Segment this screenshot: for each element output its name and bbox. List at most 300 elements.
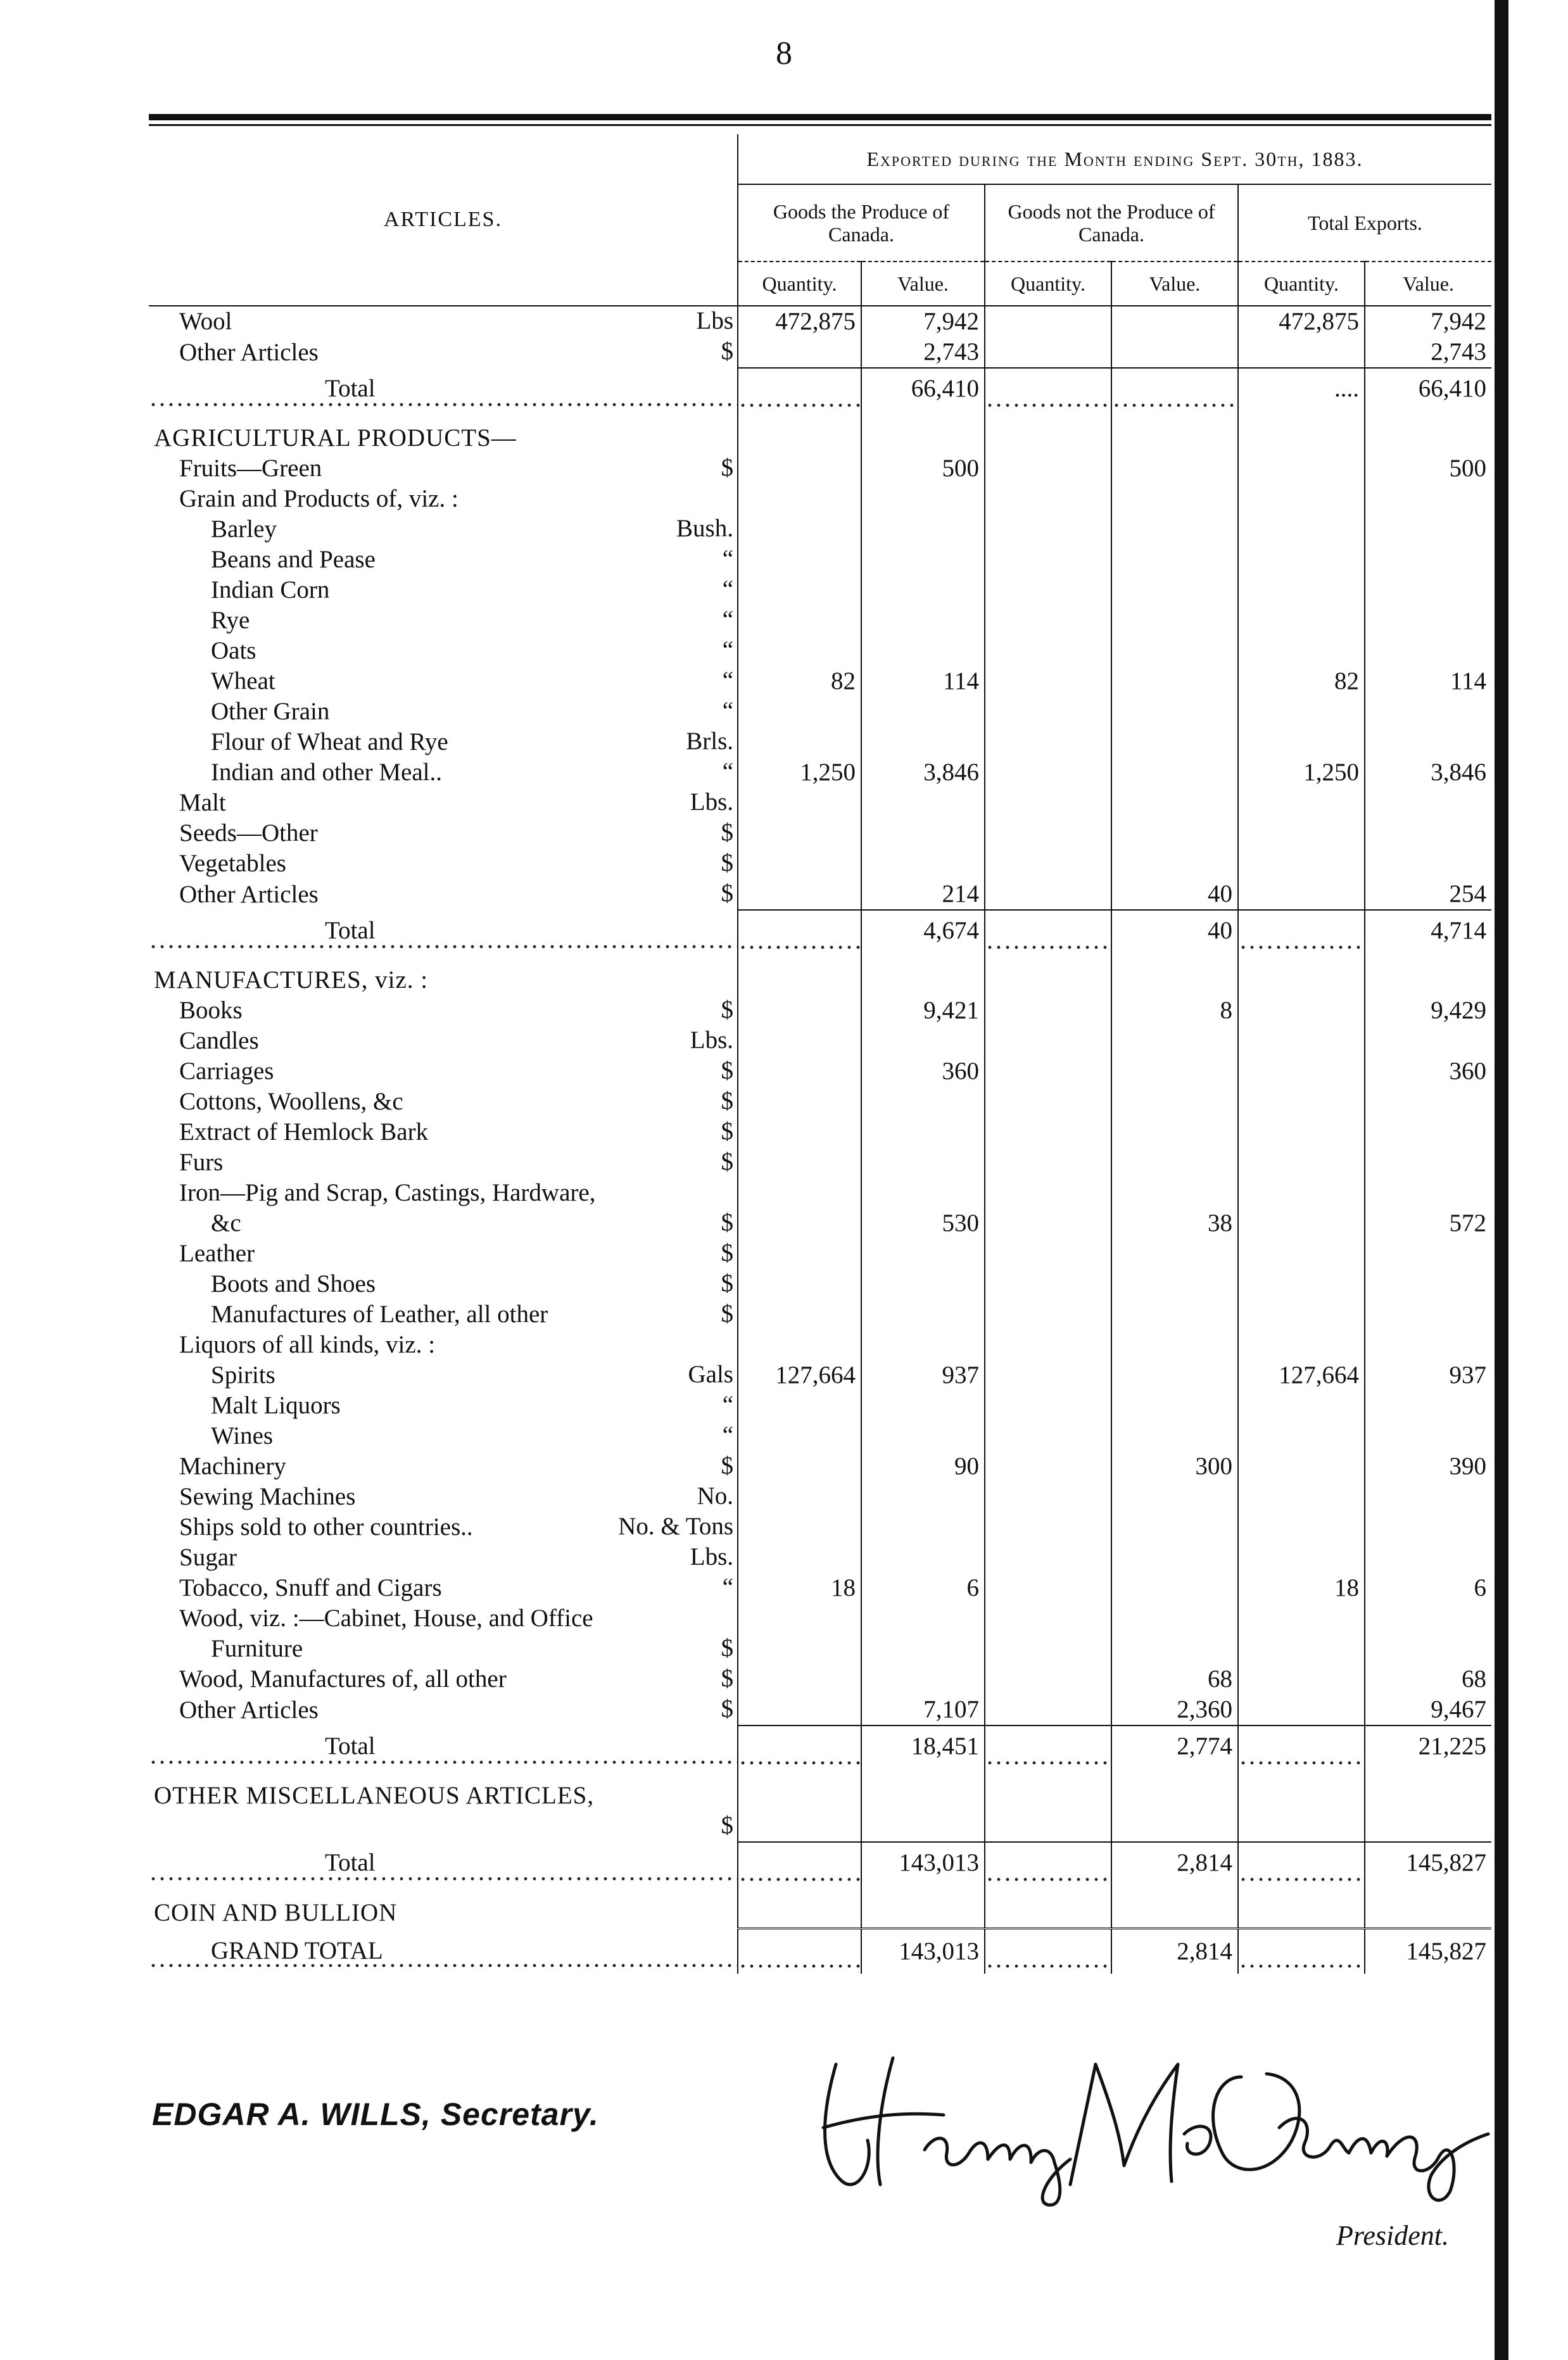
article-name: Total: [325, 917, 379, 944]
total-value-cell: 6: [1365, 1573, 1491, 1603]
article-label-cell: [149, 1726, 738, 1767]
nonproduce-quantity-cell: [985, 727, 1111, 757]
produce-value-cell: [861, 636, 985, 666]
produce-value-cell: [861, 514, 985, 545]
total-quantity-cell: 472,875: [1238, 306, 1365, 337]
article-name: Candles: [179, 1027, 263, 1054]
nonproduce-quantity-cell: [985, 1929, 1111, 1974]
article-name: Indian and other Meal..: [211, 759, 446, 786]
total-quantity-cell: [1238, 1634, 1365, 1664]
article-label-cell: [149, 484, 738, 514]
article-name: OTHER MISCELLANEOUS ARTICLES,: [154, 1782, 598, 1809]
group-header-produce: Goods the Produce of Canada.: [738, 184, 985, 262]
table-row: [149, 1208, 1491, 1239]
total-value-cell: [1365, 1239, 1491, 1269]
article-label-cell: [149, 1929, 738, 1974]
produce-quantity-cell: [738, 1634, 861, 1664]
article-label-cell: [149, 879, 738, 910]
produce-quantity-cell: [738, 1726, 861, 1767]
nonproduce-quantity-cell: [985, 995, 1111, 1026]
total-value-cell: [1365, 1117, 1491, 1147]
unit-label: “: [719, 545, 733, 574]
unit-label: $: [718, 1117, 734, 1146]
produce-quantity-cell: [738, 1330, 861, 1360]
total-value-cell: [1365, 545, 1491, 575]
produce-value-cell: [861, 849, 985, 879]
total-value-cell: [1365, 849, 1491, 879]
produce-quantity-cell: [738, 1543, 861, 1573]
unit-label: Lbs.: [686, 1543, 733, 1572]
article-label-cell: [149, 1573, 738, 1603]
produce-value-cell: 500: [861, 453, 985, 484]
article-label-cell: [149, 995, 738, 1026]
produce-quantity-cell: [738, 337, 861, 368]
total-value-cell: [1365, 1811, 1491, 1842]
article-label-cell: [149, 605, 738, 636]
unit-label: $: [718, 1694, 734, 1724]
produce-quantity-cell: [738, 1391, 861, 1421]
table-row: [149, 453, 1491, 484]
article-name: Cottons, Woollens, &c: [179, 1088, 407, 1115]
nonproduce-value-cell: 2,814: [1111, 1842, 1238, 1883]
produce-value-cell: [861, 1482, 985, 1512]
nonproduce-quantity-cell: [985, 1451, 1111, 1482]
total-quantity-cell: [1238, 1781, 1365, 1811]
total-value-cell: [1365, 1391, 1491, 1421]
nonproduce-value-cell: [1111, 1634, 1238, 1664]
article-label-cell: [149, 1842, 738, 1883]
produce-quantity-cell: [738, 453, 861, 484]
produce-quantity-cell: [738, 1117, 861, 1147]
produce-value-cell: 214: [861, 879, 985, 910]
nonproduce-value-cell: [1111, 1178, 1238, 1208]
produce-quantity-cell: [738, 1147, 861, 1178]
nonproduce-value-cell: [1111, 1897, 1238, 1929]
table-row: [149, 1543, 1491, 1573]
total-quantity-cell: [1238, 1482, 1365, 1512]
article-label-cell: [149, 666, 738, 697]
unit-label: Lbs.: [686, 1026, 733, 1055]
unit-label: “: [719, 757, 733, 786]
table-row: [149, 1573, 1491, 1603]
table-row: [149, 1391, 1491, 1421]
total-quantity-cell: [1238, 337, 1365, 368]
produce-quantity-cell: [738, 965, 861, 995]
total-quantity-cell: [1238, 1842, 1365, 1883]
table-row: [149, 1147, 1491, 1178]
table-row: [149, 1178, 1491, 1208]
produce-value-cell: [861, 788, 985, 818]
column-header-quantity: Quantity.: [985, 262, 1111, 306]
article-label-cell: [149, 1056, 738, 1087]
nonproduce-value-cell: [1111, 1330, 1238, 1360]
produce-quantity-cell: 82: [738, 666, 861, 697]
group-header-not-produce: Goods not the Produce of Canada.: [985, 184, 1238, 262]
nonproduce-quantity-cell: [985, 1299, 1111, 1330]
article-name: Grain and Products of, viz. :: [179, 485, 462, 512]
article-name: Ships sold to other countries..: [179, 1513, 477, 1541]
table-row: [149, 1299, 1491, 1330]
produce-quantity-cell: [738, 1087, 861, 1117]
produce-quantity-cell: [738, 1811, 861, 1842]
nonproduce-value-cell: [1111, 666, 1238, 697]
table-row: [149, 697, 1491, 727]
table-row: [149, 1421, 1491, 1451]
total-quantity-cell: [1238, 1451, 1365, 1482]
total-quantity-cell: [1238, 1897, 1365, 1929]
article-label-cell: [149, 757, 738, 788]
total-value-cell: [1365, 1147, 1491, 1178]
total-quantity-cell: [1238, 1239, 1365, 1269]
unit-label: Gals: [685, 1360, 734, 1389]
produce-value-cell: [861, 965, 985, 995]
nonproduce-quantity-cell: [985, 1147, 1111, 1178]
nonproduce-value-cell: [1111, 514, 1238, 545]
unit-label: “: [719, 605, 733, 634]
article-name: Wood, Manufactures of, all other: [179, 1665, 510, 1693]
produce-value-cell: 7,107: [861, 1694, 985, 1726]
nonproduce-quantity-cell: [985, 666, 1111, 697]
total-quantity-cell: [1238, 1421, 1365, 1451]
articles-header: ARTICLES.: [149, 134, 738, 306]
total-quantity-cell: [1238, 1330, 1365, 1360]
nonproduce-quantity-cell: [985, 423, 1111, 453]
produce-value-cell: [861, 575, 985, 605]
article-label-cell: [149, 1239, 738, 1269]
produce-quantity-cell: [738, 1178, 861, 1208]
article-label-cell: [149, 1512, 738, 1543]
total-value-cell: 572: [1365, 1208, 1491, 1239]
produce-value-cell: 114: [861, 666, 985, 697]
nonproduce-quantity-cell: [985, 1239, 1111, 1269]
table-row: [149, 1360, 1491, 1391]
nonproduce-value-cell: [1111, 453, 1238, 484]
total-value-cell: [1365, 1897, 1491, 1929]
nonproduce-value-cell: [1111, 1573, 1238, 1603]
unit-label: $: [718, 818, 734, 847]
nonproduce-value-cell: [1111, 1811, 1238, 1842]
column-header-value: Value.: [861, 262, 985, 306]
article-name: MANUFACTURES, viz. :: [154, 966, 432, 994]
nonproduce-value-cell: [1111, 1360, 1238, 1391]
page-edge-bar: [1495, 0, 1508, 2360]
nonproduce-quantity-cell: [985, 1634, 1111, 1664]
president-title: President.: [1336, 2220, 1449, 2251]
nonproduce-value-cell: [1111, 368, 1238, 409]
article-name: Books: [179, 997, 246, 1024]
unit-label: $: [718, 1239, 734, 1268]
nonproduce-quantity-cell: [985, 453, 1111, 484]
article-name: Vegetables: [179, 850, 290, 877]
article-label-cell: [149, 1811, 738, 1842]
total-value-cell: 360: [1365, 1056, 1491, 1087]
total-value-cell: [1365, 423, 1491, 453]
total-quantity-cell: [1238, 1664, 1365, 1694]
total-row: [149, 368, 1491, 409]
article-label-cell: [149, 1208, 738, 1239]
table-row: [149, 1634, 1491, 1664]
article-label-cell: [149, 1694, 738, 1726]
total-quantity-cell: [1238, 1056, 1365, 1087]
table-row: [149, 995, 1491, 1026]
unit-label: “: [719, 575, 733, 604]
article-label-cell: [149, 1897, 738, 1929]
produce-value-cell: [861, 818, 985, 849]
nonproduce-quantity-cell: [985, 1056, 1111, 1087]
nonproduce-quantity-cell: [985, 1330, 1111, 1360]
article-label-cell: [149, 636, 738, 666]
produce-value-cell: 530: [861, 1208, 985, 1239]
total-quantity-cell: [1238, 605, 1365, 636]
total-value-cell: 7,942: [1365, 306, 1491, 337]
total-quantity-cell: [1238, 818, 1365, 849]
unit-label: $: [718, 1269, 734, 1298]
produce-value-cell: 7,942: [861, 306, 985, 337]
nonproduce-value-cell: [1111, 1543, 1238, 1573]
article-label-cell: [149, 1026, 738, 1056]
table-row: [149, 1512, 1491, 1543]
total-value-cell: 21,225: [1365, 1726, 1491, 1767]
nonproduce-value-cell: [1111, 1026, 1238, 1056]
article-name: Furniture: [211, 1635, 307, 1662]
total-quantity-cell: [1238, 965, 1365, 995]
total-quantity-cell: [1238, 995, 1365, 1026]
nonproduce-quantity-cell: [985, 1512, 1111, 1543]
nonproduce-quantity-cell: [985, 337, 1111, 368]
nonproduce-quantity-cell: [985, 1726, 1111, 1767]
total-quantity-cell: [1238, 697, 1365, 727]
unit-label: Brls.: [682, 727, 733, 756]
article-name: Barley: [211, 515, 281, 543]
total-value-cell: [1365, 818, 1491, 849]
nonproduce-quantity-cell: [985, 1178, 1111, 1208]
total-value-cell: 254: [1365, 879, 1491, 910]
total-quantity-cell: 127,664: [1238, 1360, 1365, 1391]
total-value-cell: [1365, 1026, 1491, 1056]
nonproduce-value-cell: 40: [1111, 879, 1238, 910]
nonproduce-quantity-cell: [985, 1391, 1111, 1421]
unit-label: “: [719, 666, 733, 695]
total-quantity-cell: [1238, 1726, 1365, 1767]
table-row: [149, 1811, 1491, 1842]
article-name: Total: [325, 375, 379, 402]
nonproduce-value-cell: [1111, 1299, 1238, 1330]
article-name: [179, 1813, 183, 1840]
nonproduce-value-cell: [1111, 849, 1238, 879]
article-label-cell: [149, 306, 738, 337]
produce-value-cell: [861, 484, 985, 514]
produce-value-cell: 143,013: [861, 1842, 985, 1883]
total-value-cell: [1365, 965, 1491, 995]
table-row: [149, 636, 1491, 666]
article-name: Malt: [179, 789, 230, 816]
table-row: [149, 575, 1491, 605]
column-header-quantity: Quantity.: [1238, 262, 1365, 306]
nonproduce-value-cell: [1111, 423, 1238, 453]
unit-label: $: [718, 1299, 734, 1328]
produce-quantity-cell: [738, 1269, 861, 1299]
article-name: Spirits: [211, 1361, 279, 1389]
nonproduce-value-cell: 68: [1111, 1664, 1238, 1694]
article-name: Flour of Wheat and Rye: [211, 728, 452, 755]
produce-quantity-cell: [738, 1299, 861, 1330]
total-value-cell: [1365, 1512, 1491, 1543]
nonproduce-value-cell: 2,774: [1111, 1726, 1238, 1767]
article-label-cell: [149, 1664, 738, 1694]
total-value-cell: [1365, 1543, 1491, 1573]
article-name: GRAND TOTAL: [211, 1937, 387, 1964]
total-quantity-cell: [1238, 1299, 1365, 1330]
section-spacer: [149, 951, 1491, 965]
article-label-cell: [149, 1269, 738, 1299]
total-value-cell: [1365, 1781, 1491, 1811]
table-row: [149, 727, 1491, 757]
total-value-cell: [1365, 605, 1491, 636]
table-row: [149, 306, 1491, 337]
table-row: [149, 1087, 1491, 1117]
unit-label: $: [718, 995, 734, 1025]
nonproduce-quantity-cell: [985, 1360, 1111, 1391]
produce-quantity-cell: [738, 1512, 861, 1543]
article-name: Iron—Pig and Scrap, Castings, Hardware,: [179, 1179, 599, 1206]
nonproduce-quantity-cell: [985, 1781, 1111, 1811]
nonproduce-value-cell: [1111, 818, 1238, 849]
table-row: [149, 1056, 1491, 1087]
unit-label: “: [719, 1421, 733, 1450]
produce-quantity-cell: [738, 575, 861, 605]
produce-quantity-cell: [738, 1451, 861, 1482]
produce-quantity-cell: [738, 995, 861, 1026]
produce-quantity-cell: [738, 910, 861, 951]
produce-value-cell: [861, 1026, 985, 1056]
produce-quantity-cell: [738, 484, 861, 514]
article-label-cell: [149, 545, 738, 575]
total-value-cell: [1365, 514, 1491, 545]
nonproduce-value-cell: [1111, 1269, 1238, 1299]
nonproduce-value-cell: [1111, 1239, 1238, 1269]
unit-label: $: [718, 1208, 734, 1237]
produce-quantity-cell: [738, 1056, 861, 1087]
total-quantity-cell: [1238, 1117, 1365, 1147]
nonproduce-quantity-cell: [985, 1811, 1111, 1842]
total-value-cell: [1365, 575, 1491, 605]
article-label-cell: [149, 1543, 738, 1573]
article-name: Machinery: [179, 1453, 290, 1480]
nonproduce-value-cell: [1111, 337, 1238, 368]
article-label-cell: [149, 697, 738, 727]
table-row: [149, 1781, 1491, 1811]
nonproduce-quantity-cell: [985, 1694, 1111, 1726]
nonproduce-value-cell: [1111, 605, 1238, 636]
produce-quantity-cell: [738, 1026, 861, 1056]
nonproduce-quantity-cell: [985, 1897, 1111, 1929]
nonproduce-value-cell: [1111, 965, 1238, 995]
article-name: Manufactures of Leather, all other: [211, 1301, 552, 1328]
unit-label: “: [719, 1391, 733, 1420]
produce-quantity-cell: [738, 1694, 861, 1726]
unit-label: “: [719, 1573, 733, 1602]
total-value-cell: 2,743: [1365, 337, 1491, 368]
produce-value-cell: [861, 697, 985, 727]
section-spacer: [149, 1883, 1491, 1897]
produce-value-cell: [861, 1178, 985, 1208]
nonproduce-quantity-cell: [985, 368, 1111, 409]
table-row: [149, 1664, 1491, 1694]
nonproduce-value-cell: [1111, 1781, 1238, 1811]
produce-value-cell: 143,013: [861, 1929, 985, 1974]
article-label-cell: [149, 1360, 738, 1391]
article-label-cell: [149, 1117, 738, 1147]
nonproduce-quantity-cell: [985, 306, 1111, 337]
total-quantity-cell: [1238, 1269, 1365, 1299]
nonproduce-quantity-cell: [985, 910, 1111, 951]
total-quantity-cell: [1238, 575, 1365, 605]
article-label-cell: [149, 337, 738, 368]
column-header-quantity: Quantity.: [738, 262, 861, 306]
produce-quantity-cell: [738, 1842, 861, 1883]
table-row: [149, 757, 1491, 788]
produce-quantity-cell: [738, 1239, 861, 1269]
article-label-cell: [149, 1451, 738, 1482]
table-row: [149, 1603, 1491, 1634]
table-row: [149, 1694, 1491, 1726]
produce-value-cell: 937: [861, 1360, 985, 1391]
nonproduce-value-cell: [1111, 1147, 1238, 1178]
table-row: [149, 788, 1491, 818]
total-quantity-cell: [1238, 1391, 1365, 1421]
total-value-cell: 68: [1365, 1664, 1491, 1694]
table-row: [149, 666, 1491, 697]
produce-quantity-cell: 472,875: [738, 306, 861, 337]
total-value-cell: [1365, 484, 1491, 514]
unit-label: $: [718, 879, 734, 908]
nonproduce-quantity-cell: [985, 636, 1111, 666]
produce-quantity-cell: [738, 697, 861, 727]
total-quantity-cell: [1238, 453, 1365, 484]
produce-quantity-cell: 18: [738, 1573, 861, 1603]
produce-value-cell: [861, 1147, 985, 1178]
article-name: Rye: [211, 607, 253, 634]
article-label-cell: [149, 514, 738, 545]
article-label-cell: [149, 1781, 738, 1811]
unit-label: $: [718, 1147, 734, 1177]
article-label-cell: [149, 1482, 738, 1512]
produce-value-cell: [861, 1391, 985, 1421]
produce-quantity-cell: [738, 1897, 861, 1929]
article-name: Wood, viz. :—Cabinet, House, and Office: [179, 1605, 597, 1632]
table-row: [149, 423, 1491, 453]
total-value-cell: 9,467: [1365, 1694, 1491, 1726]
produce-quantity-cell: [738, 788, 861, 818]
page-number: 8: [776, 35, 792, 72]
produce-value-cell: 9,421: [861, 995, 985, 1026]
total-quantity-cell: [1238, 484, 1365, 514]
produce-value-cell: 360: [861, 1056, 985, 1087]
article-name: Other Articles: [179, 339, 322, 366]
total-quantity-cell: [1238, 879, 1365, 910]
table-row: [149, 818, 1491, 849]
total-quantity-cell: [1238, 1694, 1365, 1726]
article-label-cell: [149, 423, 738, 453]
table-row: [149, 514, 1491, 545]
article-name: AGRICULTURAL PRODUCTS—: [154, 424, 521, 451]
total-quantity-cell: [1238, 1603, 1365, 1634]
table-row: [149, 879, 1491, 910]
nonproduce-value-cell: 2,360: [1111, 1694, 1238, 1726]
total-value-cell: [1365, 697, 1491, 727]
table-row: [149, 849, 1491, 879]
total-value-cell: 390: [1365, 1451, 1491, 1482]
